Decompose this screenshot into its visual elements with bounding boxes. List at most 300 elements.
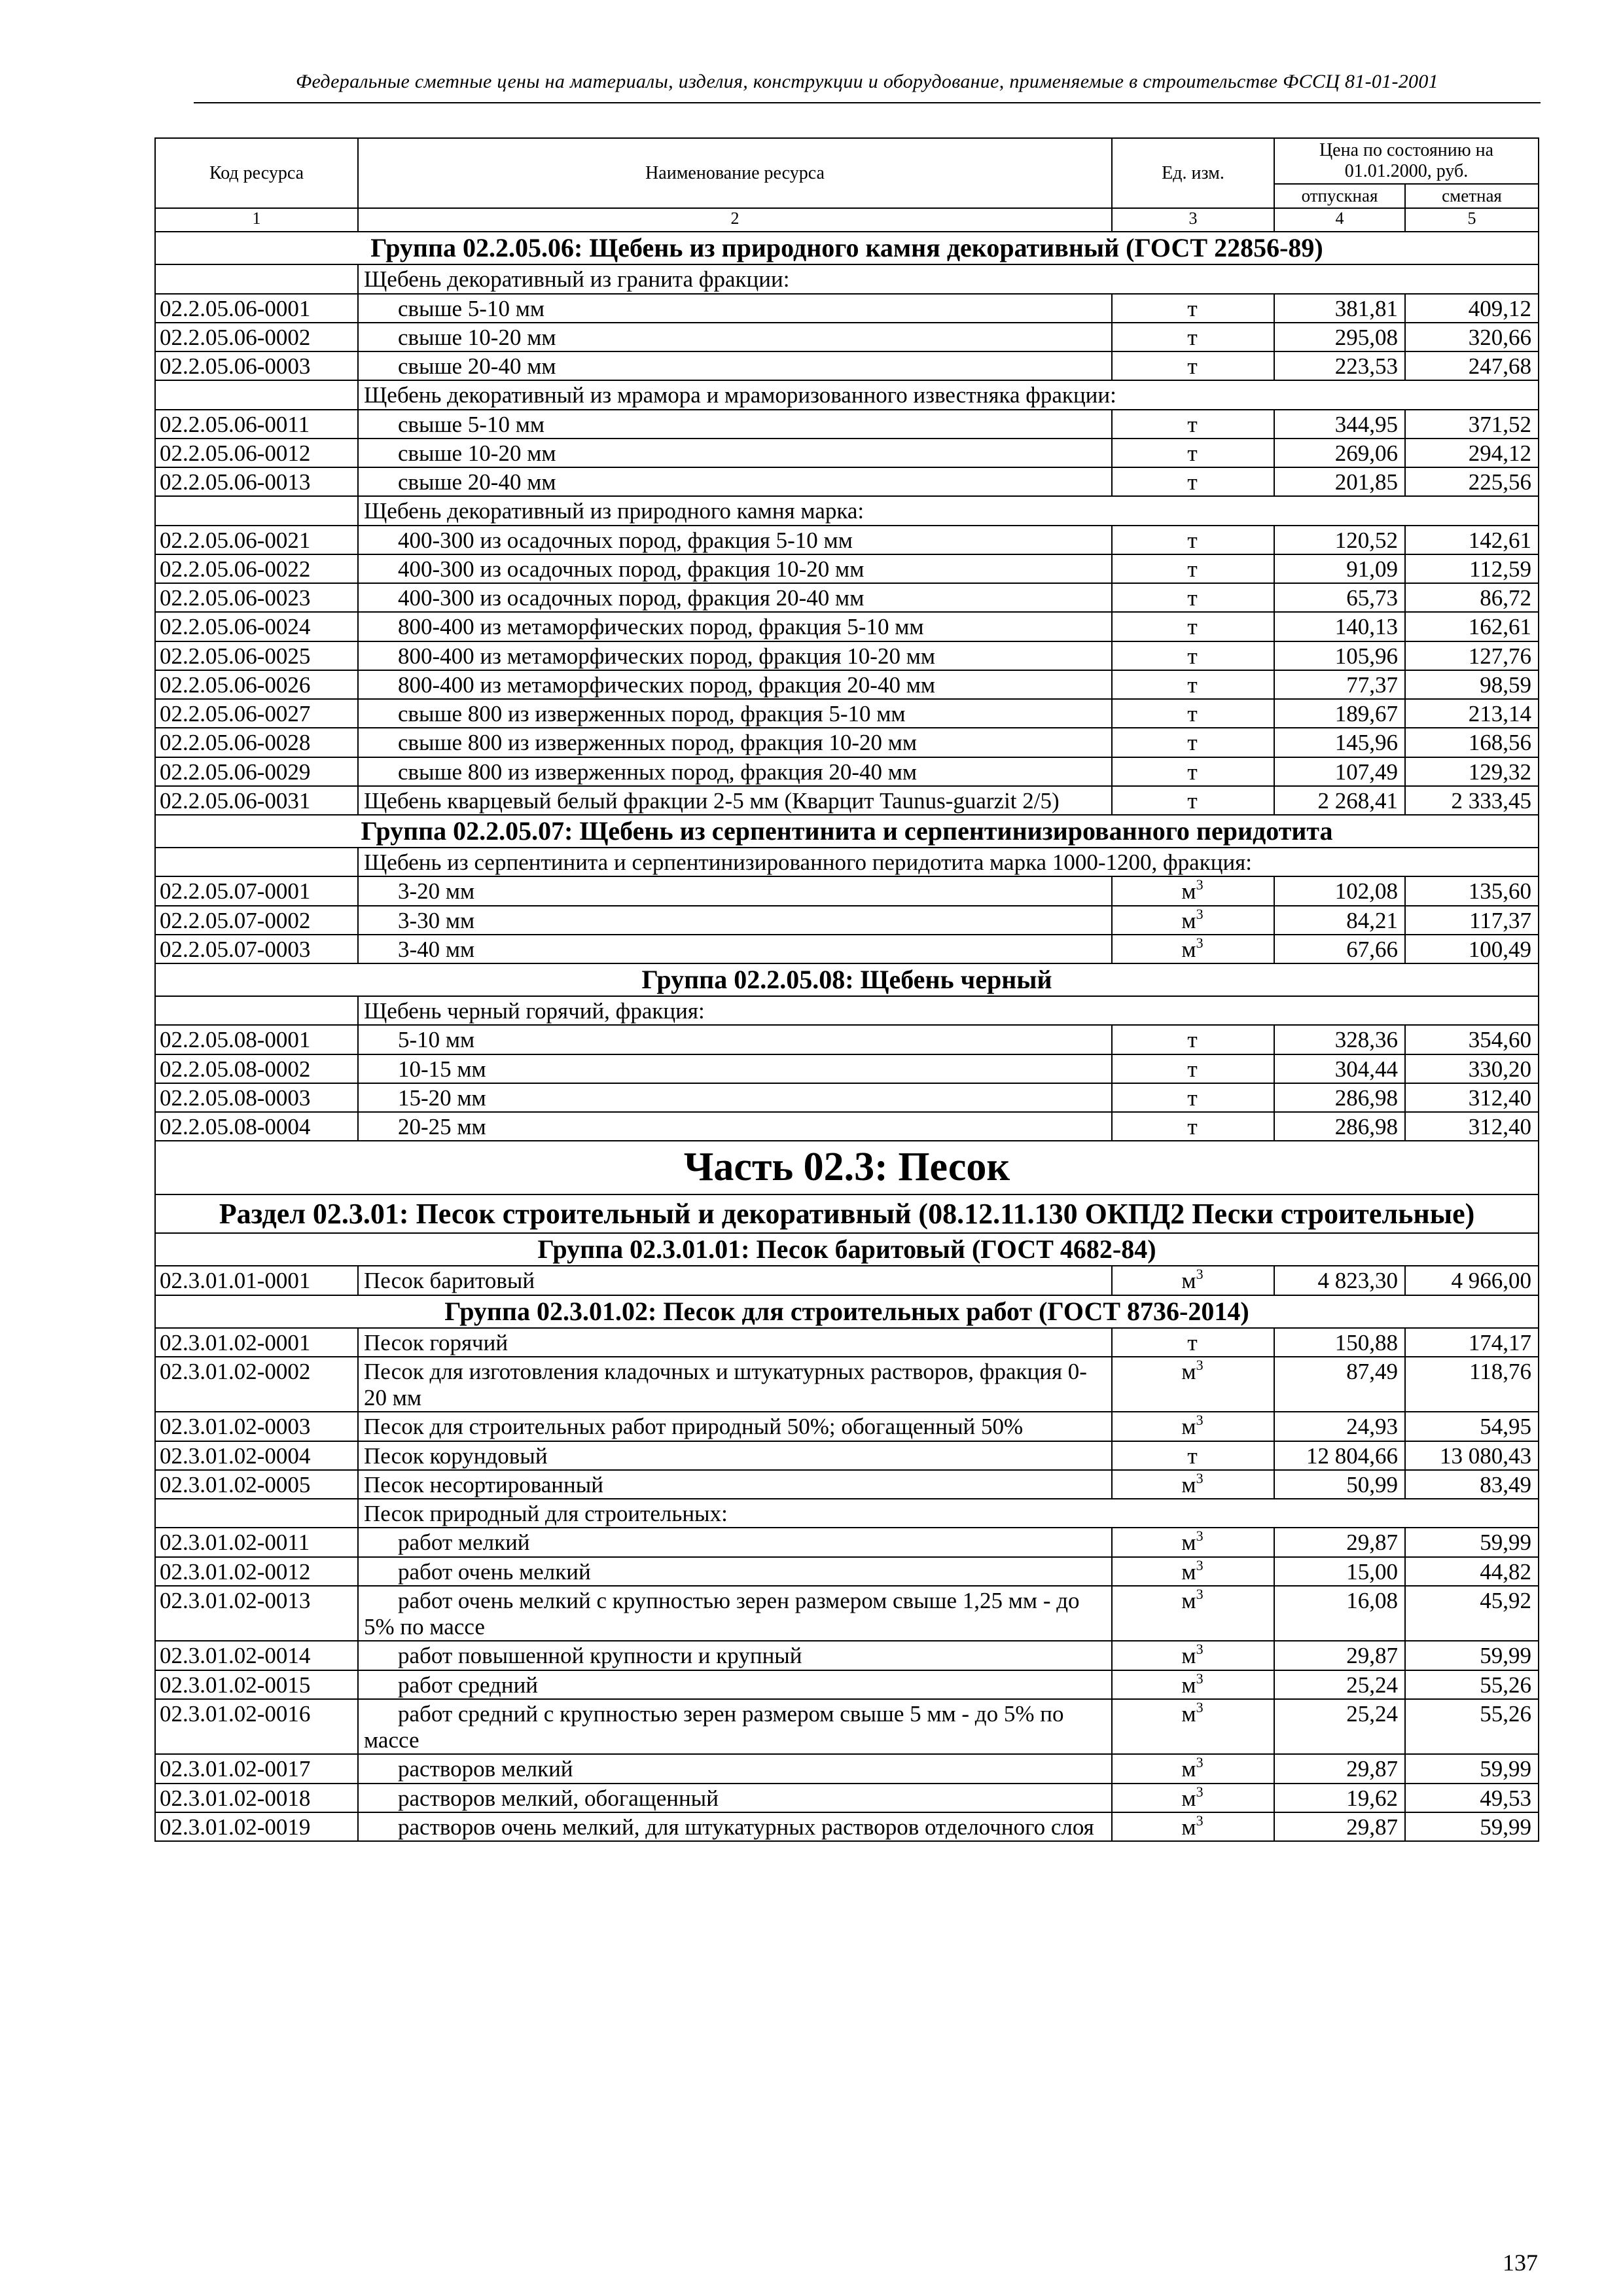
resource-name: растворов мелкий [358, 1754, 1112, 1783]
unit-cell [1112, 935, 1274, 963]
part-title: Часть 02.3: Песок [155, 1141, 1539, 1194]
price-release: 4 823,30 [1274, 1266, 1405, 1295]
group-title: Группа 02.2.05.06: Щебень из природного камня декоративный (ГОСТ 22856-89) [155, 232, 1539, 264]
price-release: 65,73 [1274, 583, 1405, 612]
resource-code: 02.3.01.02-0003 [155, 1412, 358, 1441]
unit-value: т [1187, 730, 1198, 756]
price-estimate: 162,61 [1405, 612, 1539, 641]
price-estimate: 55,26 [1405, 1699, 1539, 1755]
price-release: 25,24 [1274, 1699, 1405, 1755]
table-row [155, 757, 1539, 786]
table-row [155, 1784, 1539, 1812]
resource-code: 02.3.01.02-0012 [155, 1557, 358, 1586]
unit-value: $м^3$ [1181, 1412, 1204, 1440]
unit-cell [1112, 1266, 1274, 1295]
table-row [155, 612, 1539, 641]
resource-name: свыше 800 из изверженных пород, фракция 20-40 мм [358, 757, 1112, 786]
resource-code: 02.3.01.02-0001 [155, 1328, 358, 1357]
resource-code: 02.3.01.02-0015 [155, 1670, 358, 1699]
column-number: 5 [1405, 208, 1539, 232]
unit-cell [1112, 1586, 1274, 1641]
subheading-row [155, 848, 1539, 876]
resource-code: 02.3.01.02-0002 [155, 1357, 358, 1412]
resource-code: 02.2.05.08-0002 [155, 1054, 358, 1083]
unit-cell [1112, 294, 1274, 323]
price-estimate: 44,82 [1405, 1557, 1539, 1586]
resource-name: 400-300 из осадочных пород, фракция 10-20 мм [358, 554, 1112, 583]
price-release: 150,88 [1274, 1328, 1405, 1357]
column-number: 4 [1274, 208, 1405, 232]
table-row [155, 1112, 1539, 1141]
price-release: 223,53 [1274, 351, 1405, 380]
price-estimate: 135,60 [1405, 876, 1539, 905]
price-release: 67,66 [1274, 935, 1405, 963]
table-row [155, 1812, 1539, 1841]
price-release: 304,44 [1274, 1054, 1405, 1083]
price-estimate: 112,59 [1405, 554, 1539, 583]
price-estimate: 320,66 [1405, 323, 1539, 351]
column-number: 3 [1112, 208, 1274, 232]
subheading-row [155, 996, 1539, 1025]
group-title: Группа 02.2.05.08: Щебень черный [155, 963, 1539, 996]
price-release: 29,87 [1274, 1754, 1405, 1783]
table-row [155, 641, 1539, 670]
price-release: 29,87 [1274, 1641, 1405, 1670]
resource-name: Щебень кварцевый белый фракции 2-5 мм (Кварцит Taunus-guarzit 2/5) [358, 786, 1112, 815]
unit-value: т [1187, 295, 1198, 321]
price-estimate: 225,56 [1405, 467, 1539, 496]
price-estimate: 2 333,45 [1405, 786, 1539, 815]
table-row [155, 583, 1539, 612]
resource-code: 02.2.05.06-0012 [155, 439, 358, 467]
price-estimate: 59,99 [1405, 1641, 1539, 1670]
price-estimate: 294,12 [1405, 439, 1539, 467]
price-release: 102,08 [1274, 876, 1405, 905]
table-row [155, 1054, 1539, 1083]
resource-name: работ средний [358, 1670, 1112, 1699]
part-heading-row [155, 1141, 1539, 1194]
resource-code: 02.3.01.01-0001 [155, 1266, 358, 1295]
price-estimate: 213,14 [1405, 699, 1539, 728]
unit-value: $м^3$ [1181, 934, 1204, 962]
resource-name: работ повышенной крупности и крупный [358, 1641, 1112, 1670]
group-heading-row [155, 1233, 1539, 1266]
table-row [155, 467, 1539, 496]
resource-name: растворов мелкий, обогащенный [358, 1784, 1112, 1812]
resource-name: свыше 5-10 мм [358, 294, 1112, 323]
col-header-unit: Ед. изм. [1112, 138, 1274, 208]
price-estimate: 117,37 [1405, 906, 1539, 935]
col-header-name: Наименование ресурса [358, 138, 1112, 208]
table-row [155, 935, 1539, 963]
table-row [155, 294, 1539, 323]
price-release: 84,21 [1274, 906, 1405, 935]
resource-name: 800-400 из метаморфических пород, фракция 5-10 мм [358, 612, 1112, 641]
price-release: 105,96 [1274, 641, 1405, 670]
price-estimate: 54,95 [1405, 1412, 1539, 1441]
price-estimate: 129,32 [1405, 757, 1539, 786]
price-release: 145,96 [1274, 728, 1405, 757]
price-release: 19,62 [1274, 1784, 1405, 1812]
header-rule [194, 102, 1541, 103]
price-release: 77,37 [1274, 670, 1405, 699]
price-release: 91,09 [1274, 554, 1405, 583]
price-estimate: 55,26 [1405, 1670, 1539, 1699]
price-estimate: 247,68 [1405, 351, 1539, 380]
subheading-row [155, 380, 1539, 409]
group-heading-row [155, 1295, 1539, 1328]
resource-name: 10-15 мм [358, 1054, 1112, 1083]
code-cell-empty [155, 264, 358, 293]
unit-value: т [1187, 672, 1198, 698]
resource-code: 02.2.05.06-0027 [155, 699, 358, 728]
unit-value: т [1187, 1114, 1198, 1140]
code-cell-empty [155, 380, 358, 409]
column-number: 2 [358, 208, 1112, 232]
unit-cell [1112, 1112, 1274, 1141]
price-release: 50,99 [1274, 1470, 1405, 1499]
unit-cell [1112, 876, 1274, 905]
price-estimate: 354,60 [1405, 1025, 1539, 1054]
price-release: 140,13 [1274, 612, 1405, 641]
subheading-row [155, 264, 1539, 293]
unit-cell [1112, 1812, 1274, 1841]
table-row [155, 906, 1539, 935]
resource-name: свыше 800 из изверженных пород, фракция 10-20 мм [358, 728, 1112, 757]
unit-cell [1112, 583, 1274, 612]
table-row [155, 410, 1539, 439]
resource-code: 02.3.01.02-0016 [155, 1699, 358, 1755]
code-cell-empty [155, 1499, 358, 1528]
unit-cell [1112, 1754, 1274, 1783]
price-release: 286,98 [1274, 1112, 1405, 1141]
price-release: 87,49 [1274, 1357, 1405, 1412]
unit-cell [1112, 1528, 1274, 1556]
col-header-release: отпускная [1274, 184, 1405, 208]
unit-value: $м^3$ [1181, 1469, 1204, 1498]
subheading-text: Щебень декоративный из гранита фракции: [358, 264, 1539, 293]
unit-cell [1112, 906, 1274, 935]
price-release: 286,98 [1274, 1083, 1405, 1112]
price-release: 16,08 [1274, 1586, 1405, 1641]
unit-cell [1112, 1557, 1274, 1586]
resource-name: 800-400 из метаморфических пород, фракция 10-20 мм [358, 641, 1112, 670]
price-release: 120,52 [1274, 526, 1405, 554]
unit-cell [1112, 467, 1274, 496]
unit-cell [1112, 526, 1274, 554]
col-header-estimate: сметная [1405, 184, 1539, 208]
table-row [155, 670, 1539, 699]
table-row [155, 1025, 1539, 1054]
table-row [155, 1754, 1539, 1783]
price-estimate: 86,72 [1405, 583, 1539, 612]
unit-cell [1112, 410, 1274, 439]
column-number: 1 [155, 208, 358, 232]
running-header: Федеральные сметные цены на материалы, изделия, конструкции и оборудование, применяемые в строительстве ФССЦ 81-01-2001 [296, 71, 1438, 92]
resource-name: растворов очень мелкий, для штукатурных растворов отделочного слоя [358, 1812, 1112, 1841]
unit-cell [1112, 439, 1274, 467]
table-row [155, 786, 1539, 815]
col-header-price: Цена по состоянию на 01.01.2000, руб. [1274, 138, 1539, 184]
resource-name: свыше 10-20 мм [358, 323, 1112, 351]
resource-code: 02.3.01.02-0013 [155, 1586, 358, 1641]
unit-cell [1112, 1083, 1274, 1112]
resource-code: 02.2.05.06-0028 [155, 728, 358, 757]
resource-code: 02.2.05.06-0022 [155, 554, 358, 583]
table-row [155, 1441, 1539, 1470]
unit-value: $м^3$ [1181, 1266, 1204, 1294]
col-header-code: Код ресурса [155, 138, 358, 208]
group-heading-row [155, 963, 1539, 996]
table-row [155, 1083, 1539, 1112]
subheading-row [155, 496, 1539, 525]
resource-name: свыше 20-40 мм [358, 467, 1112, 496]
price-estimate: 59,99 [1405, 1812, 1539, 1841]
table-row [155, 876, 1539, 905]
subheading-row [155, 1499, 1539, 1528]
section-title: Раздел 02.3.01: Песок строительный и декоративный (08.12.11.130 ОКПД2 Пески строительные) [155, 1194, 1539, 1234]
table-body [155, 232, 1539, 1841]
resource-name: 400-300 из осадочных пород, фракция 5-10 мм [358, 526, 1112, 554]
unit-value: $м^3$ [1181, 1585, 1204, 1613]
unit-value: т [1187, 1085, 1198, 1111]
table-row [155, 439, 1539, 467]
table-row [155, 323, 1539, 351]
price-estimate: 127,76 [1405, 641, 1539, 670]
unit-cell [1112, 1441, 1274, 1470]
resource-code: 02.2.05.06-0002 [155, 323, 358, 351]
resource-name: свыше 5-10 мм [358, 410, 1112, 439]
unit-value: т [1187, 1329, 1198, 1355]
unit-value: т [1187, 585, 1198, 611]
unit-cell [1112, 1784, 1274, 1812]
price-release: 25,24 [1274, 1670, 1405, 1699]
resource-code: 02.2.05.06-0013 [155, 467, 358, 496]
resource-name: 20-25 мм [358, 1112, 1112, 1141]
price-release: 201,85 [1274, 467, 1405, 496]
price-release: 381,81 [1274, 294, 1405, 323]
resource-name: Песок баритовый [358, 1266, 1112, 1295]
resource-code: 02.2.05.07-0001 [155, 876, 358, 905]
unit-value: $м^3$ [1181, 1812, 1204, 1840]
resource-name: Песок для изготовления кладочных и штукатурных растворов, фракция 0-20 мм [358, 1357, 1112, 1412]
unit-value: т [1187, 469, 1198, 495]
price-estimate: 4 966,00 [1405, 1266, 1539, 1295]
price-release: 12 804,66 [1274, 1441, 1405, 1470]
subheading-text: Щебень из серпентинита и серпентинизированного перидотита марка 1000-1200, фракция: [358, 848, 1539, 876]
code-cell-empty [155, 496, 358, 525]
resource-code: 02.2.05.06-0029 [155, 757, 358, 786]
unit-value: т [1187, 759, 1198, 785]
resource-name: 3-20 мм [358, 876, 1112, 905]
price-release: 15,00 [1274, 1557, 1405, 1586]
unit-value: $м^3$ [1181, 1356, 1204, 1384]
unit-value: $м^3$ [1181, 876, 1204, 905]
price-estimate: 142,61 [1405, 526, 1539, 554]
resource-code: 02.3.01.02-0011 [155, 1528, 358, 1556]
resource-code: 02.3.01.02-0005 [155, 1470, 358, 1499]
group-heading-row [155, 815, 1539, 848]
table-row [155, 1528, 1539, 1556]
subheading-text: Щебень черный горячий, фракция: [358, 996, 1539, 1025]
unit-value: т [1187, 324, 1198, 350]
table-row [155, 351, 1539, 380]
code-cell-empty [155, 996, 358, 1025]
price-release: 29,87 [1274, 1528, 1405, 1556]
unit-cell [1112, 1328, 1274, 1357]
table-row [155, 1586, 1539, 1641]
unit-value: т [1187, 411, 1198, 437]
unit-cell [1112, 1412, 1274, 1441]
unit-value: т [1187, 353, 1198, 380]
unit-value: $м^3$ [1181, 905, 1204, 933]
resource-code: 02.2.05.06-0025 [155, 641, 358, 670]
resource-name: 15-20 мм [358, 1083, 1112, 1112]
unit-cell [1112, 612, 1274, 641]
resource-code: 02.2.05.08-0001 [155, 1025, 358, 1054]
table-row [155, 1470, 1539, 1499]
price-release: 2 268,41 [1274, 786, 1405, 815]
subheading-text: Щебень декоративный из мрамора и мраморизованного известняка фракции: [358, 380, 1539, 409]
unit-cell [1112, 323, 1274, 351]
unit-value: $м^3$ [1181, 1641, 1204, 1669]
unit-value: $м^3$ [1181, 1698, 1204, 1727]
price-estimate: 371,52 [1405, 410, 1539, 439]
resource-name: Песок для строительных работ природный 50%; обогащенный 50% [358, 1412, 1112, 1441]
resource-name: 800-400 из метаморфических пород, фракция 20-40 мм [358, 670, 1112, 699]
table-row [155, 554, 1539, 583]
price-release: 29,87 [1274, 1812, 1405, 1841]
resource-code: 02.3.01.02-0018 [155, 1784, 358, 1812]
unit-cell [1112, 699, 1274, 728]
subheading-text: Щебень декоративный из природного камня марка: [358, 496, 1539, 525]
resource-code: 02.3.01.02-0017 [155, 1754, 358, 1783]
table-row [155, 1557, 1539, 1586]
resource-code: 02.3.01.02-0019 [155, 1812, 358, 1841]
price-table [154, 137, 1539, 1842]
resource-code: 02.2.05.06-0023 [155, 583, 358, 612]
resource-name: Песок несортированный [358, 1470, 1112, 1499]
price-release: 328,36 [1274, 1025, 1405, 1054]
subheading-text: Песок природный для строительных: [358, 1499, 1539, 1528]
price-estimate: 118,76 [1405, 1357, 1539, 1412]
unit-value: т [1187, 527, 1198, 553]
table-row [155, 1266, 1539, 1295]
resource-code: 02.2.05.06-0026 [155, 670, 358, 699]
price-estimate: 98,59 [1405, 670, 1539, 699]
table-row [155, 699, 1539, 728]
resource-code: 02.2.05.08-0003 [155, 1083, 358, 1112]
price-release: 107,49 [1274, 757, 1405, 786]
unit-cell [1112, 1470, 1274, 1499]
price-estimate: 312,40 [1405, 1112, 1539, 1141]
resource-name: работ очень мелкий с крупностью зерен размером свыше 1,25 мм - до 5% по массе [358, 1586, 1112, 1641]
resource-name: свыше 800 из изверженных пород, фракция 5-10 мм [358, 699, 1112, 728]
resource-code: 02.2.05.06-0001 [155, 294, 358, 323]
page-number: 137 [1503, 2250, 1538, 2276]
unit-cell [1112, 670, 1274, 699]
unit-value: т [1187, 1027, 1198, 1053]
unit-cell [1112, 757, 1274, 786]
group-title: Группа 02.3.01.02: Песок для строительных работ (ГОСТ 8736-2014) [155, 1295, 1539, 1328]
resource-code: 02.2.05.07-0003 [155, 935, 358, 963]
price-estimate: 83,49 [1405, 1470, 1539, 1499]
unit-value: $м^3$ [1181, 1528, 1204, 1556]
price-estimate: 59,99 [1405, 1528, 1539, 1556]
resource-name: Песок корундовый [358, 1441, 1112, 1470]
resource-name: работ мелкий [358, 1528, 1112, 1556]
table-row [155, 1641, 1539, 1670]
resource-name: работ средний с крупностью зерен размером свыше 5 мм - до 5% по массе [358, 1699, 1112, 1755]
price-estimate: 59,99 [1405, 1754, 1539, 1783]
resource-name: 5-10 мм [358, 1025, 1112, 1054]
table-row [155, 728, 1539, 757]
price-release: 269,06 [1274, 439, 1405, 467]
unit-cell [1112, 351, 1274, 380]
table-row [155, 1670, 1539, 1699]
resource-name: Песок горячий [358, 1328, 1112, 1357]
section-heading-row [155, 1194, 1539, 1234]
resource-name: 3-30 мм [358, 906, 1112, 935]
price-release: 24,93 [1274, 1412, 1405, 1441]
price-estimate: 13 080,43 [1405, 1441, 1539, 1470]
resource-name: свыше 10-20 мм [358, 439, 1112, 467]
resource-code: 02.2.05.07-0002 [155, 906, 358, 935]
unit-cell [1112, 1670, 1274, 1699]
unit-cell [1112, 786, 1274, 815]
unit-cell [1112, 1641, 1274, 1670]
unit-value: т [1187, 787, 1198, 814]
unit-cell [1112, 1357, 1274, 1412]
unit-value: $м^3$ [1181, 1670, 1204, 1698]
price-release: 295,08 [1274, 323, 1405, 351]
price-release: 344,95 [1274, 410, 1405, 439]
unit-value: т [1187, 643, 1198, 669]
price-release: 189,67 [1274, 699, 1405, 728]
unit-value: т [1187, 701, 1198, 727]
resource-name: 3-40 мм [358, 935, 1112, 963]
unit-value: т [1187, 1443, 1198, 1469]
group-heading-row [155, 232, 1539, 264]
table-row [155, 1699, 1539, 1755]
resource-code: 02.3.01.02-0014 [155, 1641, 358, 1670]
resource-name: свыше 20-40 мм [358, 351, 1112, 380]
group-title: Группа 02.2.05.07: Щебень из серпентинита и серпентинизированного перидотита [155, 815, 1539, 848]
unit-value: $м^3$ [1181, 1754, 1204, 1782]
unit-cell [1112, 728, 1274, 757]
unit-value: т [1187, 614, 1198, 640]
unit-value: т [1187, 1056, 1198, 1082]
resource-code: 02.2.05.06-0021 [155, 526, 358, 554]
unit-cell [1112, 1699, 1274, 1755]
price-estimate: 174,17 [1405, 1328, 1539, 1357]
price-estimate: 330,20 [1405, 1054, 1539, 1083]
resource-code: 02.2.05.06-0003 [155, 351, 358, 380]
unit-cell [1112, 641, 1274, 670]
table-row [155, 1328, 1539, 1357]
unit-value: $м^3$ [1181, 1783, 1204, 1811]
code-cell-empty [155, 848, 358, 876]
table-row [155, 1357, 1539, 1412]
price-estimate: 409,12 [1405, 294, 1539, 323]
price-estimate: 312,40 [1405, 1083, 1539, 1112]
resource-name: 400-300 из осадочных пород, фракция 20-40 мм [358, 583, 1112, 612]
group-title: Группа 02.3.01.01: Песок баритовый (ГОСТ 4682-84) [155, 1233, 1539, 1266]
unit-value: т [1187, 440, 1198, 466]
resource-name: работ очень мелкий [358, 1557, 1112, 1586]
table-row [155, 1412, 1539, 1441]
price-estimate: 49,53 [1405, 1784, 1539, 1812]
